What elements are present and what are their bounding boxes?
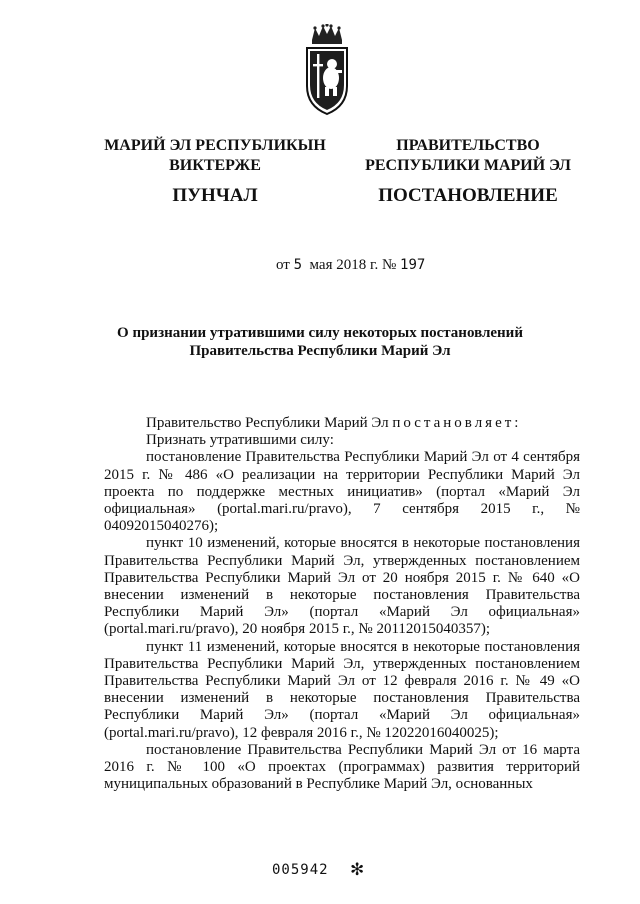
body-item-4: постановление Правительства Республики Марий Эл от 16 марта 2016 г. № 100 «О проектах (программах) развития территорий муниципальных образований в Республике Марий Эл, основанных — [104, 741, 580, 793]
header-right — [338, 136, 598, 206]
header-left-doc-type: ПУНЧАЛ — [172, 185, 258, 206]
header-left — [90, 136, 340, 206]
header-right-doc-type: ПОСТАНОВЛЕНИЕ — [378, 185, 558, 206]
crown-icon — [312, 24, 342, 44]
document-body — [104, 415, 580, 793]
header-right-line1: ПРАВИТЕЛЬСТВО — [396, 137, 540, 154]
document-number: 197 — [400, 257, 426, 273]
date-prefix: от — [276, 257, 290, 273]
document-title — [100, 324, 540, 360]
date-line — [276, 257, 425, 274]
header-left-line1: МАРИЙ ЭЛ РЕСПУБЛИКЫН — [104, 137, 326, 154]
intro-paragraph — [104, 415, 580, 432]
date-day: 5 — [293, 257, 303, 273]
body-item-3: пункт 11 изменений, которые вносятся в некоторые постановления Правительства Республики Марий Эл, утвержденных постановлением Правительства Республики Марий Эл от 12 февраля 2016 г. № 49 «О внесении изменений в некоторые постановления Правительства Республики Марий Эл» (портал «Марий Эл официальная» (portal.mari.ru/pravo), 12 февраля 2016 г., № 12022016040025); — [104, 638, 580, 741]
title-line2: Правительства Республики Марий Эл — [189, 343, 451, 359]
body-item-2: пункт 10 изменений, которые вносятся в некоторые постановления Правительства Республики Марий Эл, утвержденных постановлением Правительства Республики Марий Эл от 20 ноября 2015 г. № 640 «О внесении изменений в некоторые постановления Правительства Республики Марий Эл» (портал «Марий Эл официальная» (portal.mari.ru/pravo), 20 ноября 2015 г., № 20112015040357); — [104, 535, 580, 638]
intro-verb: постановляет: — [392, 415, 522, 431]
header-left-line2: ВИКТЕРЖЕ — [169, 157, 261, 174]
recognize-paragraph: Признать утратившими силу: — [146, 432, 334, 449]
star-icon: ✻ — [350, 860, 365, 879]
body-item-1: постановление Правительства Республики Марий Эл от 4 сентября 2015 г. № 486 «О реализации на территории Республики Марий Эл проекта по поддержке местных инициатив» (портал «Марий Эл официальная» (portal.mari.ru/pravo), 7 сентября 2015 г., № 04092015040276); — [104, 449, 580, 535]
date-month-year: мая 2018 г. № — [309, 257, 397, 273]
intro-subject: Правительство Республики Марий Эл — [146, 415, 389, 431]
coat-of-arms-emblem — [302, 24, 352, 116]
title-line1: О признании утратившими силу некоторых постановлений — [117, 325, 523, 341]
header-right-line2: РЕСПУБЛИКИ МАРИЙ ЭЛ — [365, 157, 571, 174]
serial-number: 005942 — [272, 862, 329, 878]
